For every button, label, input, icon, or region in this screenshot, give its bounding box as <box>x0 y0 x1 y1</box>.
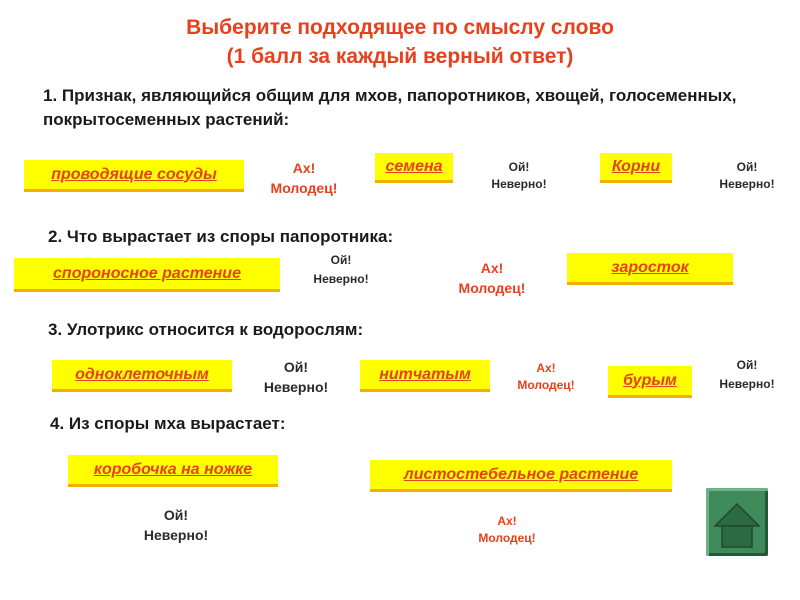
q1-feedback-2: Ой! Неверно! <box>491 160 547 192</box>
question-2-text: 2. Что вырастает из споры папоротника: <box>48 227 394 246</box>
q3-feedback-2: Ах! Молодец! <box>517 361 575 393</box>
q4-feedback-1: Ой! Неверно! <box>143 507 209 544</box>
home-icon <box>706 488 768 556</box>
question-1-text: 1. Признак, являющийся общим для мхов, папоротников, хвощей, голосеменных, покрытосеменных растений: <box>43 86 737 129</box>
home-button[interactable] <box>706 488 768 556</box>
q3-option-unicellular[interactable]: одноклеточным <box>52 360 232 392</box>
page-title: Выберите подходящее по смыслу слово <box>186 16 614 39</box>
page-subtitle: (1 балл за каждый верный ответ) <box>226 45 574 68</box>
q2-option-prothallus[interactable]: заросток <box>567 253 733 285</box>
question-4-text: 4. Из споры мха вырастает: <box>50 414 286 433</box>
q3-feedback-3: Ой! Неверно! <box>719 358 775 391</box>
q1-option-conducting-vessels[interactable]: проводящие сосуды <box>24 160 244 192</box>
q1-option-seeds[interactable]: семена <box>375 153 453 183</box>
q3-feedback-1: Ой! Неверно! <box>263 359 329 396</box>
q4-option-leafy-gametophyte[interactable]: листостебельное растение <box>370 460 672 492</box>
question-3-text: 3. Улотрикс относится к водорослям: <box>48 320 364 339</box>
q1-feedback-3: Ой! Неверно! <box>719 160 775 192</box>
q4-feedback-2: Ах! Молодец! <box>478 514 536 546</box>
q3-option-filamentous[interactable]: нитчатым <box>360 360 490 392</box>
q2-feedback-2: Ах! Молодец! <box>458 260 526 297</box>
q1-feedback-1: Ах! Молодец! <box>270 160 338 197</box>
q2-feedback-1: Ой! Неверно! <box>313 253 369 286</box>
q1-option-roots[interactable]: Корни <box>600 153 672 183</box>
q2-option-sporophyte[interactable]: спороносное растение <box>14 258 280 292</box>
q4-option-capsule[interactable]: коробочка на ножке <box>68 455 278 487</box>
q3-option-brown[interactable]: бурым <box>608 366 692 398</box>
